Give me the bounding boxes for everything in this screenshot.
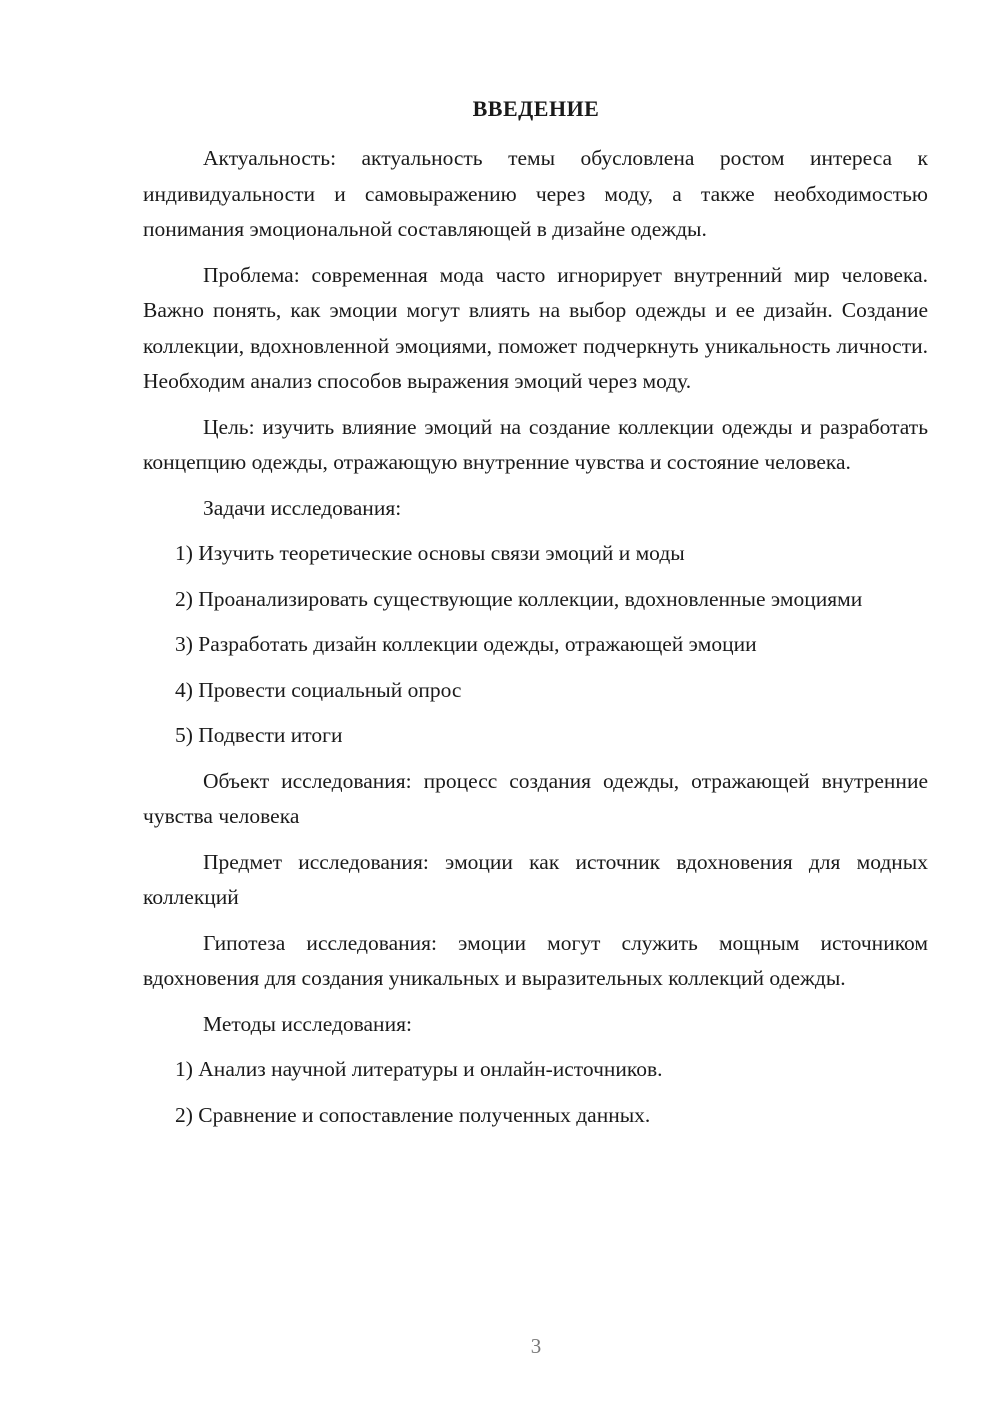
list-item: 4) Провести социальный опрос [175, 677, 462, 702]
page-title: ВВЕДЕНИЕ [472, 96, 600, 121]
body-text [143, 141, 928, 1143]
paragraph-object: Объект исследования: процесс создания одежды, отражающей внутренние чувства человека [143, 768, 928, 828]
methods-heading: Методы исследования: [203, 1011, 412, 1036]
list-item: 1) Изучить теоретические основы связи эмоций и моды [175, 541, 685, 565]
list-item: 2) Сравнение и сопоставление полученных данных. [175, 1102, 651, 1127]
list-item: 5) Подвести итоги [175, 723, 343, 747]
list-item: 1) Анализ научной литературы и онлайн-источников. [175, 1057, 663, 1081]
paragraph-hypothesis: Гипотеза исследования: эмоции могут служить мощным источником вдохновения для создания уникальных и выразительных коллекций одежды. [143, 930, 928, 990]
tasks-heading: Задачи исследования: [203, 495, 402, 520]
paragraph-problem: Проблема: современная мода часто игнорирует внутренний мир человека. Важно понять, как эмоции могут влиять на выбор одежды и ее дизайн. Создание коллекции, вдохновленной эмоциями, поможет подчеркнуть уникальность личности. Необходим анализ способов выражения эмоций через моду. [143, 262, 928, 393]
list-item: 2) Проанализировать существующие коллекции, вдохновленные эмоциями [175, 586, 863, 611]
paragraph-subject: Предмет исследования: эмоции как источник вдохновения для модных коллекций [143, 849, 928, 909]
paragraph-relevance: Актуальность: актуальность темы обусловлена ростом интереса к индивидуальности и самовыражению через моду, а также необходимостью понимания эмоциональной составляющей в дизайне одежды. [143, 146, 928, 241]
list-item: 3) Разработать дизайн коллекции одежды, отражающей эмоции [175, 632, 757, 656]
page-number: 3 [530, 1334, 542, 1358]
paragraph-goal: Цель: изучить влияние эмоций на создание коллекции одежды и разработать концепцию одежды, отражающую внутренние чувства и состояние человека. [143, 414, 928, 474]
